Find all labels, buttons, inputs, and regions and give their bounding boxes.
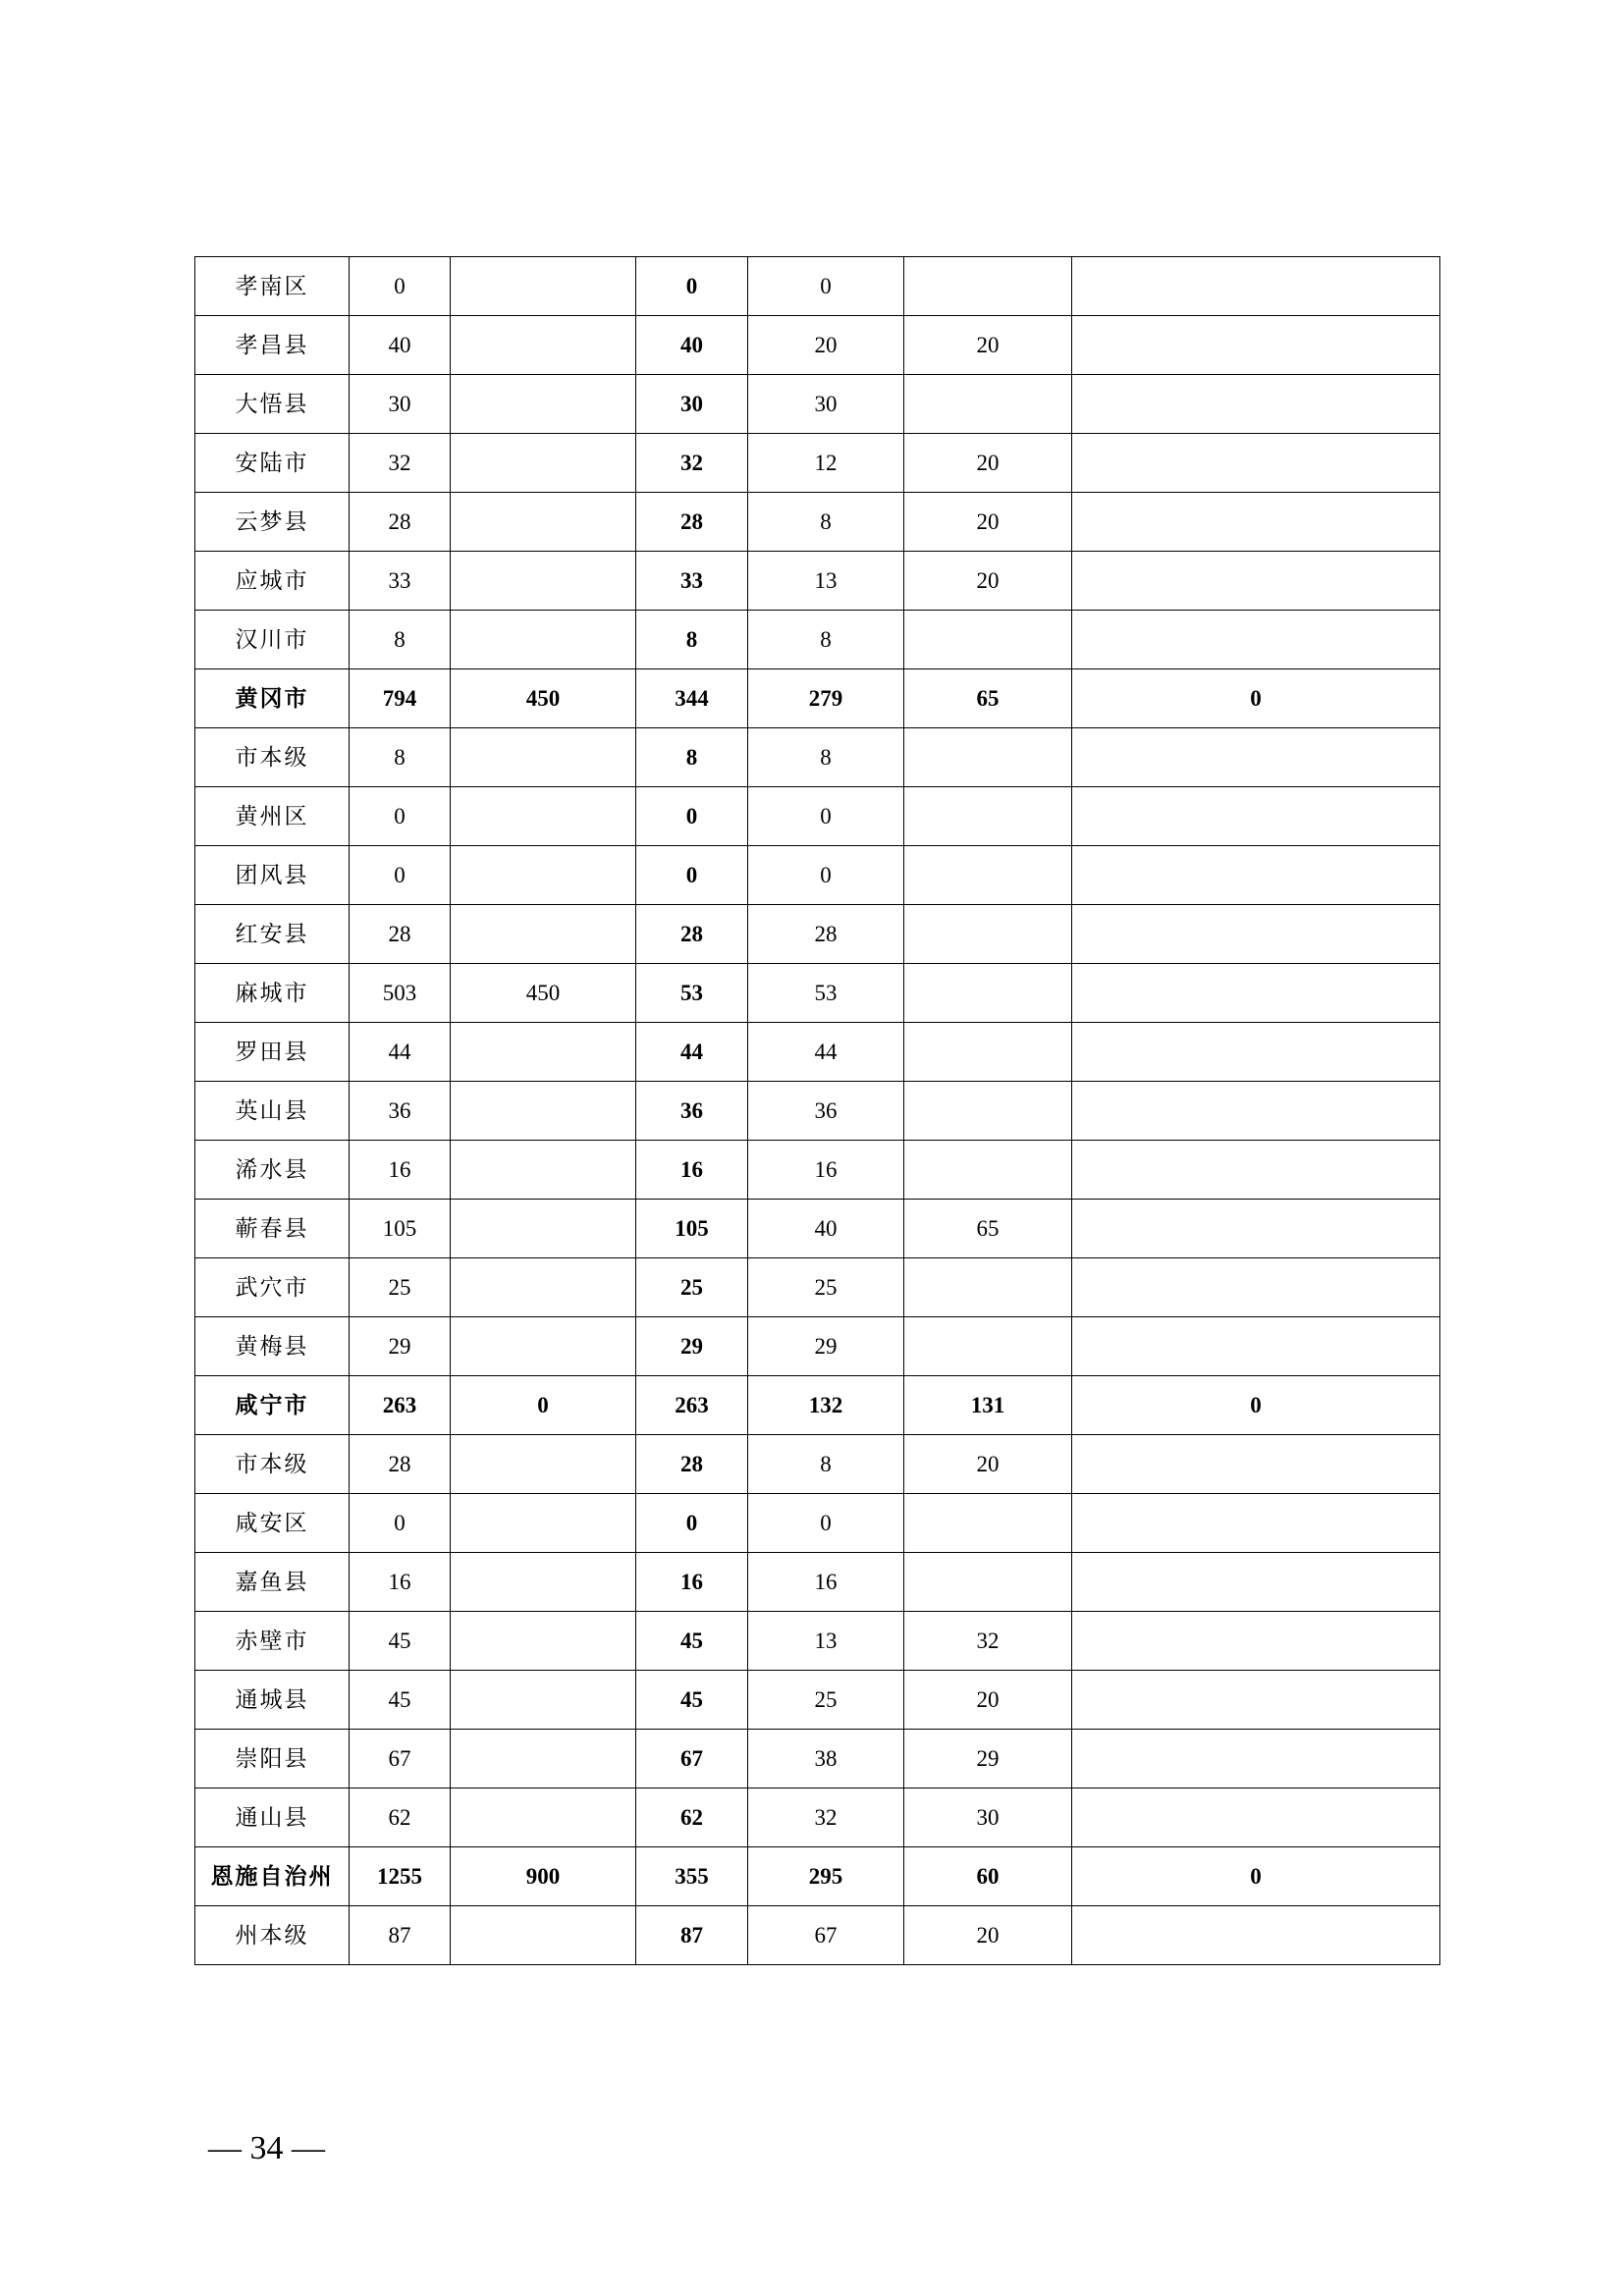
column-2-cell: 900 (451, 1847, 636, 1906)
column-4-cell: 67 (748, 1906, 904, 1965)
column-4-cell: 0 (748, 787, 904, 846)
column-6-cell (1072, 1141, 1440, 1200)
table-row-city-total (195, 1847, 1440, 1906)
region-name-cell: 恩施自治州 (195, 1847, 350, 1906)
region-name-cell: 黄冈市 (195, 669, 350, 728)
region-name-cell: 团风县 (195, 846, 350, 905)
subtotal-cell: 36 (636, 1082, 748, 1141)
subtotal-cell: 28 (636, 1435, 748, 1494)
column-4-cell: 16 (748, 1141, 904, 1200)
allocation-table (194, 256, 1440, 1965)
subtotal-cell: 8 (636, 728, 748, 787)
subtotal-cell: 87 (636, 1906, 748, 1965)
column-6-cell (1072, 1023, 1440, 1082)
column-4-cell: 30 (748, 375, 904, 434)
column-4-cell: 0 (748, 1494, 904, 1553)
subtotal-cell: 16 (636, 1141, 748, 1200)
column-5-cell: 20 (904, 316, 1072, 375)
table-row (195, 1200, 1440, 1258)
column-4-cell: 44 (748, 1023, 904, 1082)
column-2-cell (451, 316, 636, 375)
column-2-cell (451, 1435, 636, 1494)
total-cell: 33 (350, 552, 451, 611)
subtotal-cell: 30 (636, 375, 748, 434)
subtotal-cell: 16 (636, 1553, 748, 1612)
total-cell: 44 (350, 1023, 451, 1082)
total-cell: 36 (350, 1082, 451, 1141)
column-6-cell (1072, 1730, 1440, 1789)
region-name-cell: 武穴市 (195, 1258, 350, 1317)
total-cell: 105 (350, 1200, 451, 1258)
table-row (195, 1612, 1440, 1671)
region-name-cell: 浠水县 (195, 1141, 350, 1200)
column-2-cell (451, 1789, 636, 1847)
column-5-cell (904, 1494, 1072, 1553)
column-5-cell: 20 (904, 493, 1072, 552)
column-5-cell: 20 (904, 1435, 1072, 1494)
column-6-cell (1072, 552, 1440, 611)
column-2-cell (451, 1082, 636, 1141)
column-4-cell: 25 (748, 1258, 904, 1317)
column-4-cell: 32 (748, 1789, 904, 1847)
column-5-cell (904, 846, 1072, 905)
column-5-cell: 30 (904, 1789, 1072, 1847)
column-6-cell (1072, 493, 1440, 552)
subtotal-cell: 33 (636, 552, 748, 611)
column-2-cell (451, 1494, 636, 1553)
column-4-cell: 8 (748, 1435, 904, 1494)
total-cell: 45 (350, 1612, 451, 1671)
column-6-cell (1072, 787, 1440, 846)
column-5-cell (904, 1082, 1072, 1141)
total-cell: 8 (350, 728, 451, 787)
subtotal-cell: 8 (636, 611, 748, 669)
table-row (195, 964, 1440, 1023)
total-cell: 8 (350, 611, 451, 669)
table-row (195, 434, 1440, 493)
table-row (195, 375, 1440, 434)
total-cell: 0 (350, 1494, 451, 1553)
region-name-cell: 崇阳县 (195, 1730, 350, 1789)
table-row (195, 493, 1440, 552)
subtotal-cell: 62 (636, 1789, 748, 1847)
table-row (195, 611, 1440, 669)
total-cell: 40 (350, 316, 451, 375)
column-6-cell (1072, 316, 1440, 375)
column-5-cell: 20 (904, 434, 1072, 493)
column-4-cell: 25 (748, 1671, 904, 1730)
table-row (195, 1317, 1440, 1376)
subtotal-cell: 0 (636, 787, 748, 846)
page-number: — 34 — (208, 2130, 325, 2166)
column-6-cell (1072, 1612, 1440, 1671)
column-5-cell (904, 257, 1072, 316)
column-4-cell: 20 (748, 316, 904, 375)
column-5-cell (904, 787, 1072, 846)
region-name-cell: 麻城市 (195, 964, 350, 1023)
column-2-cell (451, 846, 636, 905)
table-row (195, 1494, 1440, 1553)
subtotal-cell: 28 (636, 493, 748, 552)
table-row-city-total (195, 1376, 1440, 1435)
column-2-cell (451, 905, 636, 964)
column-4-cell: 12 (748, 434, 904, 493)
total-cell: 28 (350, 1435, 451, 1494)
column-4-cell: 40 (748, 1200, 904, 1258)
region-name-cell: 嘉鱼县 (195, 1553, 350, 1612)
region-name-cell: 市本级 (195, 1435, 350, 1494)
column-6-cell: 0 (1072, 669, 1440, 728)
column-6-cell (1072, 1435, 1440, 1494)
total-cell: 28 (350, 493, 451, 552)
table-row (195, 1023, 1440, 1082)
column-2-cell (451, 1906, 636, 1965)
column-5-cell (904, 1317, 1072, 1376)
table-row (195, 787, 1440, 846)
subtotal-cell: 344 (636, 669, 748, 728)
column-4-cell: 36 (748, 1082, 904, 1141)
column-6-cell (1072, 1317, 1440, 1376)
column-4-cell: 29 (748, 1317, 904, 1376)
table-row (195, 1553, 1440, 1612)
total-cell: 62 (350, 1789, 451, 1847)
column-5-cell (904, 1553, 1072, 1612)
subtotal-cell: 0 (636, 846, 748, 905)
region-name-cell: 红安县 (195, 905, 350, 964)
subtotal-cell: 45 (636, 1612, 748, 1671)
region-name-cell: 通城县 (195, 1671, 350, 1730)
column-5-cell: 20 (904, 1906, 1072, 1965)
column-2-cell (451, 1200, 636, 1258)
column-2-cell: 450 (451, 964, 636, 1023)
column-6-cell (1072, 1671, 1440, 1730)
region-name-cell: 罗田县 (195, 1023, 350, 1082)
total-cell: 87 (350, 1906, 451, 1965)
column-2-cell (451, 1671, 636, 1730)
column-5-cell: 60 (904, 1847, 1072, 1906)
table-row (195, 1258, 1440, 1317)
total-cell: 263 (350, 1376, 451, 1435)
column-2-cell (451, 787, 636, 846)
total-cell: 25 (350, 1258, 451, 1317)
column-6-cell (1072, 1906, 1440, 1965)
column-4-cell: 132 (748, 1376, 904, 1435)
subtotal-cell: 32 (636, 434, 748, 493)
subtotal-cell: 29 (636, 1317, 748, 1376)
column-4-cell: 16 (748, 1553, 904, 1612)
region-name-cell: 汉川市 (195, 611, 350, 669)
column-2-cell (451, 1553, 636, 1612)
column-4-cell: 0 (748, 257, 904, 316)
column-4-cell: 13 (748, 552, 904, 611)
table-row (195, 1730, 1440, 1789)
column-5-cell (904, 1258, 1072, 1317)
subtotal-cell: 0 (636, 257, 748, 316)
table-row (195, 1906, 1440, 1965)
subtotal-cell: 28 (636, 905, 748, 964)
total-cell: 0 (350, 846, 451, 905)
table-row (195, 316, 1440, 375)
region-name-cell: 通山县 (195, 1789, 350, 1847)
column-6-cell (1072, 1789, 1440, 1847)
column-6-cell (1072, 257, 1440, 316)
table-row-city-total (195, 669, 1440, 728)
column-4-cell: 279 (748, 669, 904, 728)
column-6-cell (1072, 375, 1440, 434)
column-6-cell: 0 (1072, 1847, 1440, 1906)
subtotal-cell: 355 (636, 1847, 748, 1906)
total-cell: 0 (350, 257, 451, 316)
column-5-cell: 29 (904, 1730, 1072, 1789)
column-5-cell: 32 (904, 1612, 1072, 1671)
column-4-cell: 8 (748, 611, 904, 669)
column-4-cell: 8 (748, 493, 904, 552)
column-2-cell (451, 611, 636, 669)
column-5-cell (904, 611, 1072, 669)
column-4-cell: 8 (748, 728, 904, 787)
column-5-cell: 20 (904, 1671, 1072, 1730)
table-body (195, 257, 1440, 1965)
total-cell: 16 (350, 1553, 451, 1612)
column-2-cell (451, 375, 636, 434)
region-name-cell: 黄梅县 (195, 1317, 350, 1376)
region-name-cell: 云梦县 (195, 493, 350, 552)
column-2-cell (451, 1612, 636, 1671)
column-5-cell (904, 905, 1072, 964)
column-2-cell (451, 257, 636, 316)
total-cell: 28 (350, 905, 451, 964)
table-row (195, 846, 1440, 905)
total-cell: 16 (350, 1141, 451, 1200)
column-2-cell (451, 1317, 636, 1376)
total-cell: 1255 (350, 1847, 451, 1906)
region-name-cell: 市本级 (195, 728, 350, 787)
table-row (195, 728, 1440, 787)
column-6-cell (1072, 434, 1440, 493)
region-name-cell: 大悟县 (195, 375, 350, 434)
total-cell: 32 (350, 434, 451, 493)
region-name-cell: 应城市 (195, 552, 350, 611)
column-2-cell (451, 434, 636, 493)
column-2-cell (451, 552, 636, 611)
total-cell: 29 (350, 1317, 451, 1376)
table-row (195, 905, 1440, 964)
subtotal-cell: 263 (636, 1376, 748, 1435)
column-5-cell (904, 1023, 1072, 1082)
column-5-cell (904, 964, 1072, 1023)
total-cell: 45 (350, 1671, 451, 1730)
column-4-cell: 13 (748, 1612, 904, 1671)
column-4-cell: 28 (748, 905, 904, 964)
column-6-cell (1072, 1258, 1440, 1317)
column-2-cell: 450 (451, 669, 636, 728)
column-6-cell (1072, 964, 1440, 1023)
subtotal-cell: 53 (636, 964, 748, 1023)
subtotal-cell: 67 (636, 1730, 748, 1789)
total-cell: 503 (350, 964, 451, 1023)
subtotal-cell: 44 (636, 1023, 748, 1082)
column-5-cell: 65 (904, 669, 1072, 728)
column-6-cell (1072, 611, 1440, 669)
subtotal-cell: 40 (636, 316, 748, 375)
column-6-cell (1072, 1082, 1440, 1141)
column-5-cell (904, 1141, 1072, 1200)
region-name-cell: 咸安区 (195, 1494, 350, 1553)
column-5-cell (904, 375, 1072, 434)
table-row (195, 1082, 1440, 1141)
column-4-cell: 295 (748, 1847, 904, 1906)
region-name-cell: 安陆市 (195, 434, 350, 493)
total-cell: 30 (350, 375, 451, 434)
table-row (195, 1789, 1440, 1847)
total-cell: 67 (350, 1730, 451, 1789)
column-4-cell: 53 (748, 964, 904, 1023)
column-4-cell: 0 (748, 846, 904, 905)
column-2-cell (451, 1730, 636, 1789)
column-2-cell (451, 1141, 636, 1200)
total-cell: 794 (350, 669, 451, 728)
subtotal-cell: 25 (636, 1258, 748, 1317)
subtotal-cell: 105 (636, 1200, 748, 1258)
subtotal-cell: 0 (636, 1494, 748, 1553)
column-2-cell (451, 1258, 636, 1317)
region-name-cell: 蕲春县 (195, 1200, 350, 1258)
table-row (195, 257, 1440, 316)
subtotal-cell: 45 (636, 1671, 748, 1730)
column-5-cell (904, 728, 1072, 787)
column-6-cell (1072, 728, 1440, 787)
region-name-cell: 黄州区 (195, 787, 350, 846)
region-name-cell: 孝昌县 (195, 316, 350, 375)
region-name-cell: 孝南区 (195, 257, 350, 316)
column-5-cell: 65 (904, 1200, 1072, 1258)
region-name-cell: 赤壁市 (195, 1612, 350, 1671)
region-name-cell: 咸宁市 (195, 1376, 350, 1435)
column-4-cell: 38 (748, 1730, 904, 1789)
table-row (195, 1671, 1440, 1730)
column-5-cell: 20 (904, 552, 1072, 611)
table-row (195, 552, 1440, 611)
table-row (195, 1141, 1440, 1200)
column-6-cell (1072, 1494, 1440, 1553)
column-6-cell (1072, 1553, 1440, 1612)
column-2-cell (451, 728, 636, 787)
column-2-cell: 0 (451, 1376, 636, 1435)
column-6-cell (1072, 846, 1440, 905)
region-name-cell: 英山县 (195, 1082, 350, 1141)
region-name-cell: 州本级 (195, 1906, 350, 1965)
column-2-cell (451, 1023, 636, 1082)
column-2-cell (451, 493, 636, 552)
column-6-cell (1072, 905, 1440, 964)
column-6-cell (1072, 1200, 1440, 1258)
total-cell: 0 (350, 787, 451, 846)
table-row (195, 1435, 1440, 1494)
column-5-cell: 131 (904, 1376, 1072, 1435)
column-6-cell: 0 (1072, 1376, 1440, 1435)
